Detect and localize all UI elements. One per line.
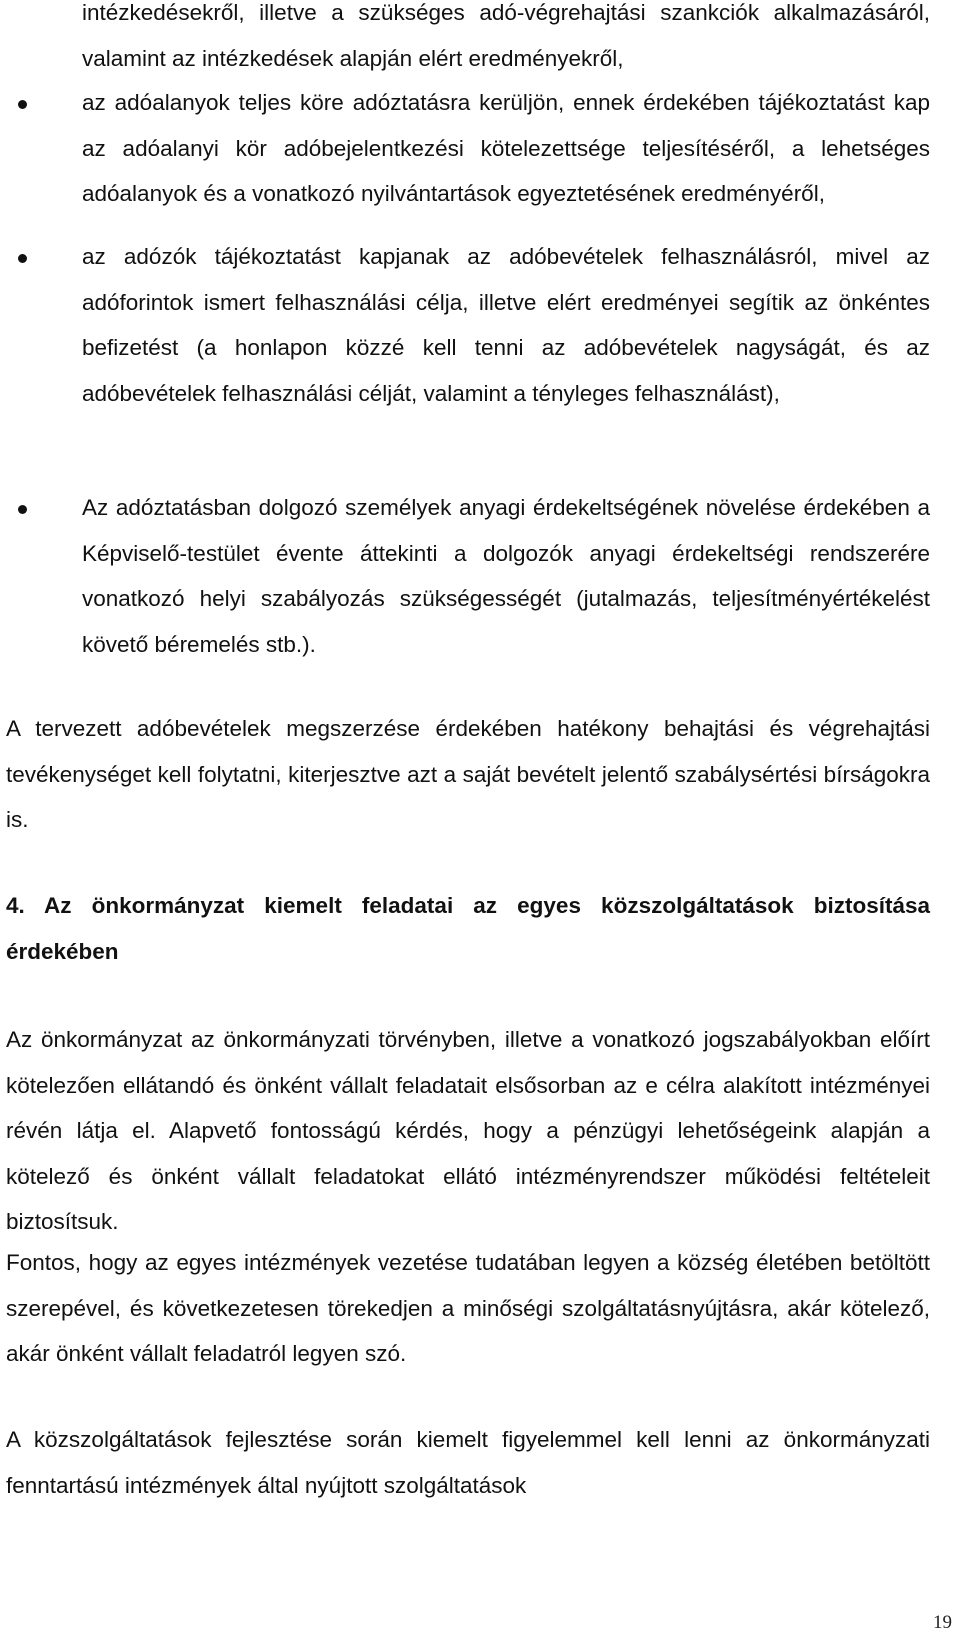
paragraph-text: Az önkormányzat az önkormányzati törvényben, illetve a vonatkozó jogszabályokban előírt kötelezően ellátandó és önként vállalt feladatait elsősorban az e célra alakított intézményei révén látja el. Alapvető fontosságú kérdés, hogy a pénzügyi lehetőségeink alapján a kötelező és önként vállalt feladatokat ellátó intézményrendszer működési feltételeit biztosítsuk. [6, 1027, 930, 1235]
bullet-continued-text-content: intézkedésekről, illetve a szükséges adó-végrehajtási szankciók alkalmazásáról, valamint az intézkedések alapján elért eredményekről, [82, 0, 930, 71]
bullet-item-taxpayers [82, 80, 930, 217]
bullet-continued-text [82, 0, 930, 81]
paragraph-institutions [6, 1017, 930, 1245]
paragraph-leaders [6, 1240, 930, 1377]
page-number: 19 [933, 1612, 952, 1633]
bullet-item-text: Az adóztatásban dolgozó személyek anyagi érdekeltségének növelése érdekében a Képviselő-testület évente áttekinti a dolgozók anyagi érdekeltségi rendszerére vonatkozó helyi szabályozás szükségességét (jutalmazás, teljesítményértékelést követő béremelés stb.). [82, 495, 930, 657]
bullet-icon [18, 254, 27, 263]
bullet-icon [18, 505, 27, 514]
paragraph-text: A közszolgáltatások fejlesztése során kiemelt figyelemmel kell lenni az önkormányzati fenntartású intézmények által nyújtott szolgáltatások [6, 1427, 930, 1498]
section-heading-text: 4. Az önkormányzat kiemelt feladatai az egyes közszolgáltatások biztosítása érdekében [6, 893, 930, 964]
paragraph-development [6, 1417, 930, 1508]
bullet-item-incentives [82, 485, 930, 667]
bullet-item-text: az adóalanyok teljes köre adóztatásra kerüljön, ennek érdekében tájékoztatást kap az adóalanyi kör adóbejelentkezési kötelezettsége teljesítéséről, a lehetséges adóalanyok és a vonatkozó nyilvántartások egyeztetésének eredményéről, [82, 90, 930, 207]
paragraph-collection [6, 706, 930, 843]
bullet-item-text: az adózók tájékoztatást kapjanak az adóbevételek felhasználásról, mivel az adóforintok ismert felhasználási célja, illetve elért eredményei segítik az önkéntes befizetést (a honlapon közzé kell tenni az adóbevételek nagyságát, és az adóbevételek felhasználási célját, valamint a tényleges felhasználást), [82, 244, 930, 406]
bullet-icon [18, 100, 27, 109]
bullet-item-information [82, 234, 930, 416]
section-heading [6, 883, 930, 974]
paragraph-text: Fontos, hogy az egyes intézmények vezetése tudatában legyen a község életében betöltött szerepével, és következetesen törekedjen a minőségi szolgáltatásnyújtásra, akár kötelező, akár önként vállalt feladatról legyen szó. [6, 1250, 930, 1367]
paragraph-text: A tervezett adóbevételek megszerzése érdekében hatékony behajtási és végrehajtási tevékenységet kell folytatni, kiterjesztve azt a saját bevételt jelentő szabálysértési bírságokra is. [6, 716, 930, 833]
